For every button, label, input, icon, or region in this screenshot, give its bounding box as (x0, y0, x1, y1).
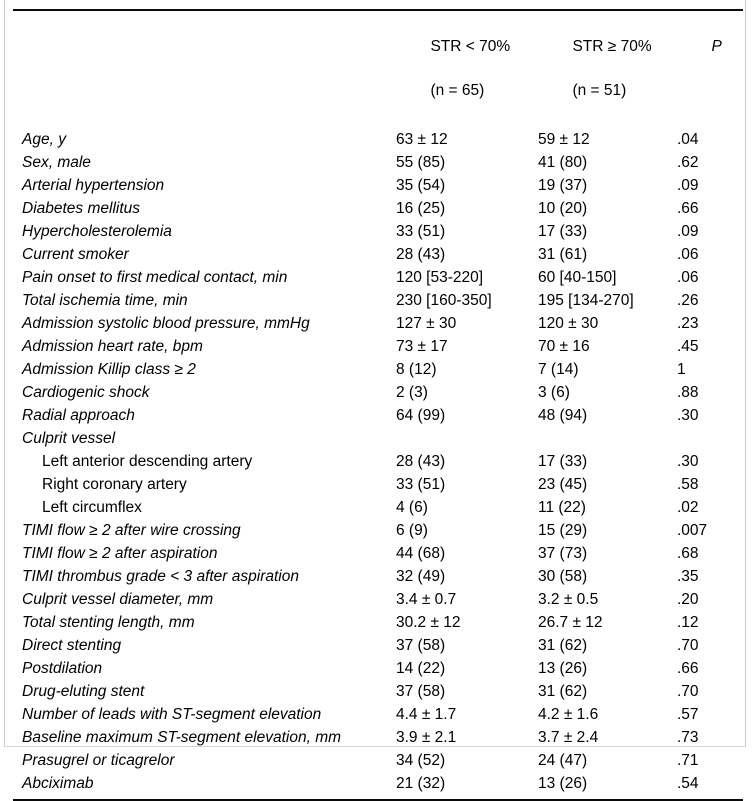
row-p-value: .007 (677, 522, 708, 539)
row-value-group2: 24 (47) (538, 752, 588, 769)
row-p-value: .06 (677, 246, 699, 263)
row-value-group2: 19 (37) (538, 177, 588, 194)
table-row (13, 335, 743, 358)
row-value-group1: 3.4 ± 0.7 (396, 591, 457, 608)
table-row (13, 496, 743, 519)
header-group1-n: (n = 65) (430, 82, 485, 99)
row-p-value: .23 (677, 315, 699, 332)
row-label: Admission systolic blood pressure, mmHg (22, 315, 310, 332)
row-label: Hypercholesterolemia (22, 223, 172, 240)
header-group2-n: (n = 51) (572, 82, 627, 99)
table-row (13, 450, 743, 473)
row-label: Age, y (22, 131, 66, 148)
table-row (13, 381, 743, 404)
row-label: Total ischemia time, min (22, 292, 188, 309)
table-row (13, 565, 743, 588)
row-label: Admission Killip class ≥ 2 (22, 361, 196, 378)
row-value-group2: 15 (29) (538, 522, 588, 539)
row-value-group1: 230 [160-350] (396, 292, 492, 309)
table-row (13, 772, 743, 795)
row-label: Sex, male (22, 154, 91, 171)
row-value-group2: 37 (73) (538, 545, 588, 562)
row-value-group1: 3.9 ± 2.1 (396, 729, 457, 746)
row-p-value: .57 (677, 706, 699, 723)
table-row (13, 657, 743, 680)
row-value-group2: 31 (62) (538, 683, 588, 700)
row-p-value: .06 (677, 269, 699, 286)
row-label: Radial approach (22, 407, 135, 424)
row-p-value: .73 (677, 729, 699, 746)
table-row (13, 427, 743, 450)
row-value-group2: 7 (14) (538, 361, 579, 378)
row-label: TIMI thrombus grade < 3 after aspiration (22, 568, 299, 585)
row-p-value: .02 (677, 499, 699, 516)
row-p-value: .09 (677, 177, 699, 194)
table-row (13, 289, 743, 312)
header-p-label: P (711, 38, 722, 55)
row-p-value: .26 (677, 292, 699, 309)
row-value-group1: 55 (85) (396, 154, 446, 171)
row-value-group2: 17 (33) (538, 223, 588, 240)
row-p-value: .30 (677, 453, 699, 470)
row-label: Direct stenting (22, 637, 122, 654)
table-header-row (13, 11, 743, 128)
row-value-group1: 14 (22) (396, 660, 446, 677)
row-value-group1: 4.4 ± 1.7 (396, 706, 457, 723)
row-label: Drug-eluting stent (22, 683, 145, 700)
table-row (13, 680, 743, 703)
row-value-group2: 41 (80) (538, 154, 588, 171)
row-value-group1: 37 (58) (396, 683, 446, 700)
row-value-group1: 6 (9) (396, 522, 428, 539)
row-p-value: .70 (677, 637, 699, 654)
row-value-group1: 33 (51) (396, 476, 446, 493)
row-label: Left anterior descending artery (42, 453, 253, 470)
row-value-group2: 59 ± 12 (538, 131, 590, 148)
row-value-group2: 3.7 ± 2.4 (538, 729, 599, 746)
table-row (13, 703, 743, 726)
row-value-group2: 30 (58) (538, 568, 588, 585)
row-value-group2: 31 (61) (538, 246, 588, 263)
header-group2-cell (538, 14, 677, 124)
row-label: Baseline maximum ST-segment elevation, mm (22, 729, 342, 746)
row-p-value: .35 (677, 568, 699, 585)
row-value-group2: 120 ± 30 (538, 315, 599, 332)
row-value-group1: 44 (68) (396, 545, 446, 562)
row-value-group1: 63 ± 12 (396, 131, 448, 148)
row-value-group1: 16 (25) (396, 200, 446, 217)
row-value-group1: 28 (43) (396, 453, 446, 470)
table-row (13, 128, 743, 151)
table-row (13, 634, 743, 657)
row-value-group2: 3 (6) (538, 384, 570, 401)
row-label: Diabetes mellitus (22, 200, 141, 217)
table-row (13, 726, 743, 749)
row-value-group1 (396, 427, 538, 450)
row-label: Admission heart rate, bpm (22, 338, 203, 355)
row-value-group1: 8 (12) (396, 361, 437, 378)
row-value-group1: 28 (43) (396, 246, 446, 263)
header-group2-title: STR ≥ 70% (572, 38, 652, 55)
header-group1-title: STR < 70% (430, 38, 511, 55)
comparison-table (13, 9, 743, 801)
row-label: Total stenting length, mm (22, 614, 195, 631)
row-value-group1: 37 (58) (396, 637, 446, 654)
table-row (13, 519, 743, 542)
row-label: Number of leads with ST-segment elevation (22, 706, 322, 723)
row-p-value: .45 (677, 338, 699, 355)
row-value-group1: 35 (54) (396, 177, 446, 194)
row-value-group1: 120 [53-220] (396, 269, 484, 286)
row-value-group1: 2 (3) (396, 384, 428, 401)
row-p-value: .20 (677, 591, 699, 608)
row-value-group2: 13 (26) (538, 660, 588, 677)
row-p-value: .88 (677, 384, 699, 401)
table-row (13, 220, 743, 243)
row-value-group1: 34 (52) (396, 752, 446, 769)
table-row (13, 611, 743, 634)
table-row (13, 404, 743, 427)
row-p-value: .58 (677, 476, 699, 493)
row-label: Current smoker (22, 246, 129, 263)
table-body (13, 128, 743, 795)
row-label: TIMI flow ≥ 2 after aspiration (22, 545, 218, 562)
row-value-group2: 48 (94) (538, 407, 588, 424)
row-label: Cardiogenic shock (22, 384, 150, 401)
table-row (13, 197, 743, 220)
row-value-group2: 3.2 ± 0.5 (538, 591, 599, 608)
table-row (13, 174, 743, 197)
row-label: Prasugrel or ticagrelor (22, 752, 175, 769)
row-value-group1: 4 (6) (396, 499, 428, 516)
row-value-group2: 4.2 ± 1.6 (538, 706, 599, 723)
row-value-group2: 10 (20) (538, 200, 588, 217)
row-value-group2: 11 (22) (538, 499, 586, 516)
row-p-value: .68 (677, 545, 699, 562)
header-p-cell (677, 14, 743, 124)
row-p-value: .30 (677, 407, 699, 424)
row-value-group2: 70 ± 16 (538, 338, 590, 355)
row-value-group2: 13 (26) (538, 775, 588, 792)
row-p-value: .04 (677, 131, 699, 148)
table-row (13, 243, 743, 266)
table-row (13, 266, 743, 289)
row-label: Culprit vessel (22, 430, 116, 447)
row-label: Arterial hypertension (22, 177, 165, 194)
row-value-group2: 23 (45) (538, 476, 588, 493)
row-p-value: .09 (677, 223, 699, 240)
row-p-value: .70 (677, 683, 699, 700)
header-empty-label-cell (13, 14, 396, 124)
row-p-value: .62 (677, 154, 699, 171)
row-label: Culprit vessel diameter, mm (22, 591, 214, 608)
row-label: Pain onset to first medical contact, min (22, 269, 288, 286)
row-value-group1: 127 ± 30 (396, 315, 457, 332)
row-p-value: .66 (677, 200, 699, 217)
row-value-group2 (538, 427, 677, 450)
row-value-group1: 73 ± 17 (396, 338, 448, 355)
row-value-group2: 17 (33) (538, 453, 588, 470)
row-p-value: .71 (677, 752, 699, 769)
row-label: Abciximab (22, 775, 94, 792)
row-value-group2: 31 (62) (538, 637, 588, 654)
table-row (13, 358, 743, 381)
row-label: TIMI flow ≥ 2 after wire crossing (22, 522, 241, 539)
row-value-group1: 21 (32) (396, 775, 446, 792)
row-p-value: .12 (677, 614, 699, 631)
row-value-group2: 195 [134-270] (538, 292, 634, 309)
table-row (13, 749, 743, 772)
row-p-value: .66 (677, 660, 699, 677)
table-row (13, 588, 743, 611)
row-value-group2: 26.7 ± 12 (538, 614, 603, 631)
table-row (13, 473, 743, 496)
table-row (13, 312, 743, 335)
row-value-group2: 60 [40-150] (538, 269, 617, 286)
row-label: Postdilation (22, 660, 103, 677)
row-value-group1: 30.2 ± 12 (396, 614, 461, 631)
table-row (13, 542, 743, 565)
row-p-value: .54 (677, 775, 699, 792)
row-label: Left circumflex (42, 499, 142, 516)
row-value-group1: 33 (51) (396, 223, 446, 240)
row-value-group1: 64 (99) (396, 407, 446, 424)
header-group1-cell (396, 14, 538, 124)
row-value-group1: 32 (49) (396, 568, 446, 585)
row-p-value (677, 427, 743, 450)
row-label: Right coronary artery (42, 476, 187, 493)
row-p-value: 1 (677, 361, 686, 378)
table-row (13, 151, 743, 174)
